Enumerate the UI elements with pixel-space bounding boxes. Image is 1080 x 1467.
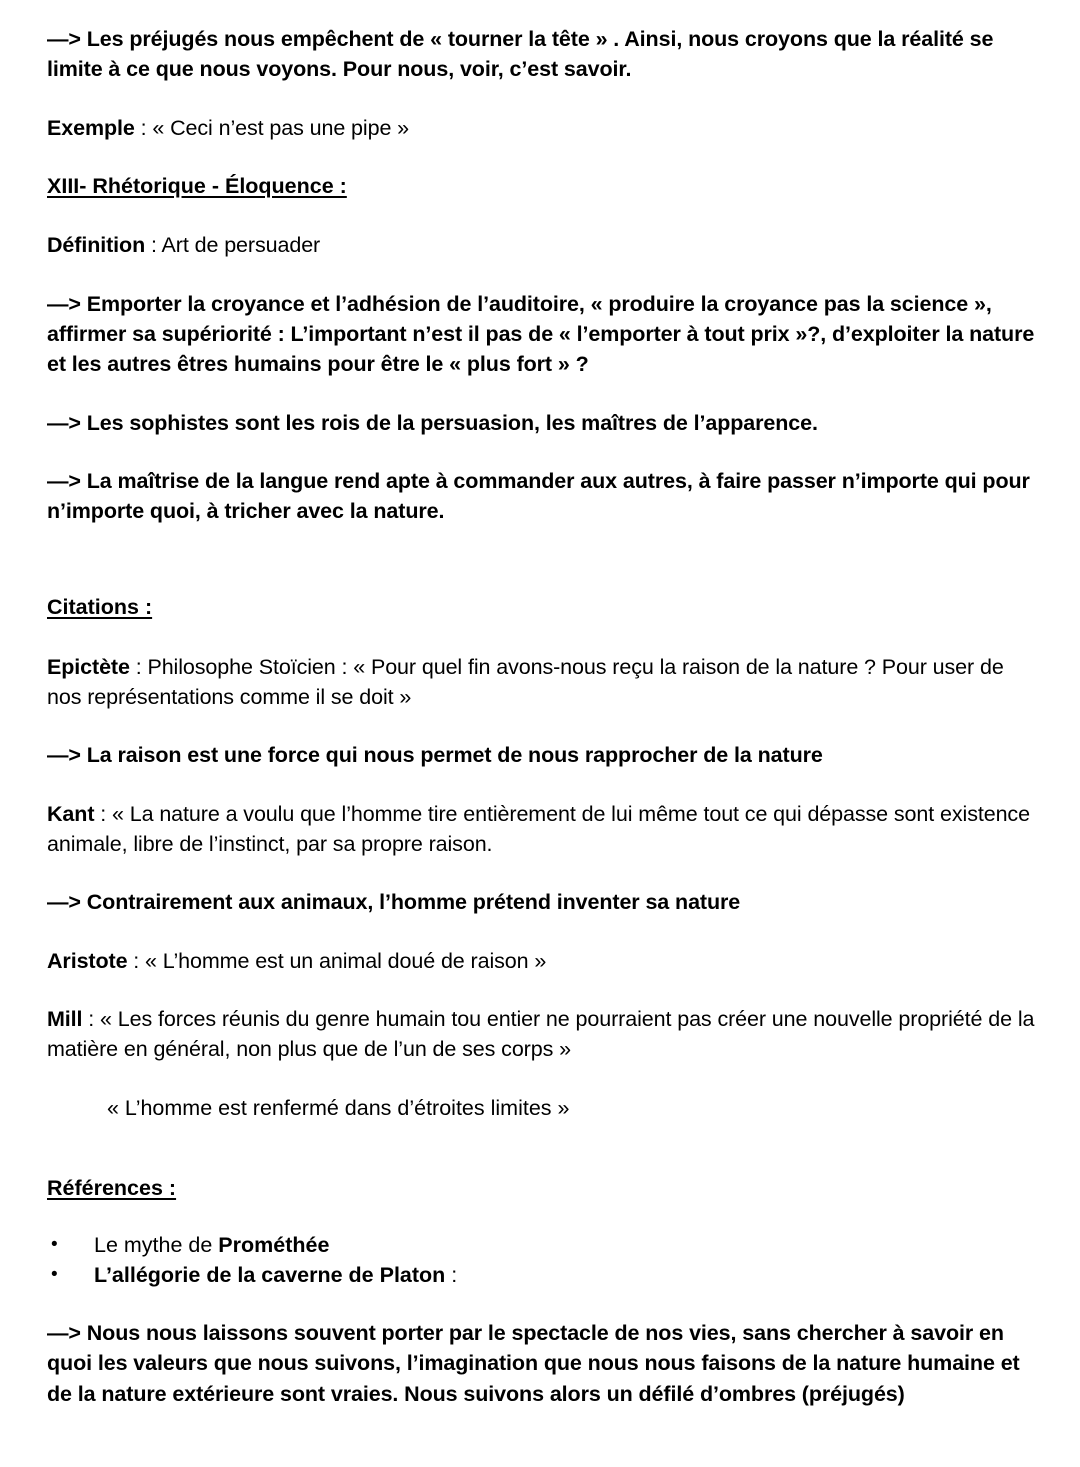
heading-citations-text: Citations : <box>47 595 153 620</box>
paragraph-raison-force: —> La raison est une force qui nous permet de nous rapprocher de la nature <box>47 743 823 768</box>
heading-citations <box>47 592 1037 622</box>
epictete-text: : Philosophe Stoïcien : « Pour quel fin avons-nous reçu la raison de la nature ? Pour user de nos représentations comme il se doit » <box>47 654 1004 710</box>
kant-text: : « La nature a voulu que l’homme tire entièrement de lui même tout ce qui dépasse sont existence animale, libre de l’instinct, par sa propre raison. <box>47 801 1030 856</box>
citation-aristote <box>47 946 1037 976</box>
bullet-point-icon: • <box>51 1234 58 1256</box>
definition-text: : Art de persuader <box>145 233 321 258</box>
heading-rhetorique-eloquence <box>47 171 1037 201</box>
heading-references <box>47 1173 1037 1203</box>
paragraph-definition <box>47 230 1037 260</box>
mill-text: : « Les forces réunis du genre humain tou entier ne pourraient pas créer une nouvelle propriété de la matière en général, non plus que de l’un de ses corps » <box>47 1006 1035 1062</box>
paragraph-contrairement-animaux: —> Contrairement aux animaux, l’homme prétend inventer sa nature <box>47 890 741 915</box>
aristote-label: Aristote <box>47 948 128 973</box>
citation-mill-second: « L’homme est renfermé dans d’étroites limites » <box>107 1095 570 1120</box>
section-spacer-citations <box>47 554 1037 592</box>
citation-epictete <box>47 652 1037 713</box>
paragraph-emporter-croyance: —> Emporter la croyance et l’adhésion de l’auditoire, « produire la croyance pas la science », affirmer sa supériorité : L’important n’est il pas de « l’emporter à tout prix »?, d’exploiter la nature et les autres êtres humains pour être le « plus fort » ? <box>47 291 1035 377</box>
document-body <box>47 24 1037 1409</box>
references-list <box>47 1232 1037 1290</box>
list-item <box>47 1232 1037 1260</box>
mill-label: Mill <box>47 1006 83 1031</box>
exemple-text: : « Ceci n’est pas une pipe » <box>134 115 410 140</box>
citation-kant <box>47 799 1037 860</box>
epictete-label: Epictète <box>47 654 130 679</box>
paragraph-exemple <box>47 113 1037 143</box>
aristote-text: : « L’homme est un animal doué de raison » <box>127 948 547 973</box>
section-spacer-references <box>47 1151 1037 1173</box>
paragraph-spectacle-vies: —> Nous nous laissons souvent porter par le spectacle de nos vies, sans chercher à savoir en quoi les valeurs que nous suivons, l’imagination que nous nous faisons de la nature humaine et de la nature extérieure sont vraies. Nous suivons alors un défilé d’ombres (préjugés) <box>47 1321 1020 1406</box>
reference-bold-term: Prométhée <box>218 1233 330 1258</box>
definition-label: Définition <box>47 233 146 258</box>
list-item <box>47 1262 1037 1290</box>
exemple-label: Exemple <box>47 115 135 140</box>
reference-bold-term: L’allégorie de la caverne de Platon <box>94 1263 446 1288</box>
reference-suffix: : <box>445 1263 458 1288</box>
paragraph-prejuges: —> Les préjugés nous empêchent de « tourner la tête » . Ainsi, nous croyons que la réalité se limite à ce que nous voyons. Pour nous, voir, c’est savoir. <box>47 27 994 82</box>
kant-label: Kant <box>47 801 95 826</box>
heading-rhetorique-eloquence-text: XIII- Rhétorique - Éloquence : <box>47 173 347 198</box>
paragraph-maitrise-langue: —> La maîtrise de la langue rend apte à commander aux autres, à faire passer n’importe qui pour n’importe quoi, à tricher avec la nature. <box>47 468 1030 524</box>
heading-references-text: Références : <box>47 1175 177 1200</box>
paragraph-sophistes: —> Les sophistes sont les rois de la persuasion, les maîtres de l’apparence. <box>47 410 818 435</box>
citation-mill <box>47 1004 1037 1065</box>
bullet-point-icon: • <box>51 1264 58 1286</box>
reference-prefix: Le mythe de <box>94 1233 219 1258</box>
